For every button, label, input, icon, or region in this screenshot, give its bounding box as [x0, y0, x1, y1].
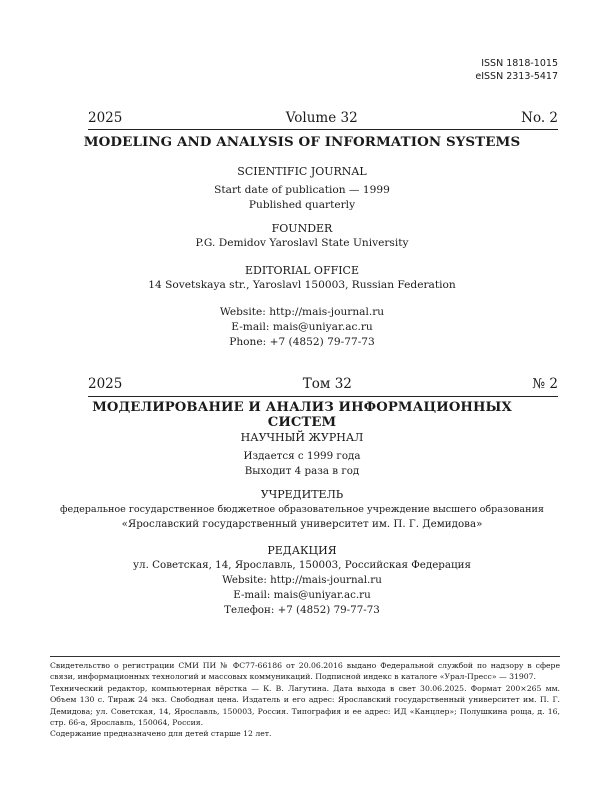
en-journal-info	[40, 164, 564, 213]
footnote-registration: Свидетельство о регистрации СМИ ПИ № ФС77-66186 от 20.06.2016 выдано Федеральной службой по надзору в сфере связи, информационных технологий и массовых коммуникаций. Подписной индекс в каталоге «Урал-Пресс» — 31907.	[50, 661, 560, 682]
issn-block	[475, 57, 558, 83]
en-divider	[88, 129, 558, 130]
en-journal-type: SCIENTIFIC JOURNAL	[237, 165, 367, 178]
ru-founder-line1: федеральное государственное бюджетное образовательное учреждение высшего образования	[60, 504, 544, 515]
issn-print: ISSN 1818-1015	[481, 58, 558, 69]
ru-number: № 2	[532, 376, 558, 392]
footnote-production: Технический редактор, компьютерная вёрстка — К. В. Лагутина. Дата выхода в свет 30.06.2025. Формат 200×265 мм. Объем 130 с. Тираж 24 экз. Свободная цена. Издатель и его адрес: Ярославский государственный университет им. П. Г. Демидова; ул. Советская, 14, Ярославль, 150003, Россия. Типография и ее адрес: ИД «Канцлер»; Полушкина роща, д. 16, стр. 66-а, Ярославль, 150064, Россия.	[50, 683, 560, 728]
ru-office-heading: РЕДАКЦИЯ	[267, 544, 337, 557]
footnote-divider	[50, 656, 560, 657]
en-founder: P.G. Demidov Yaroslavl State University	[195, 237, 409, 249]
ru-divider	[88, 396, 558, 397]
en-office-address: 14 Sovetskaya str., Yaroslavl 150003, Russian Federation	[148, 279, 456, 291]
ru-volume: Том 32	[302, 376, 352, 392]
ru-journal-type: НАУЧНЫЙ ЖУРНАЛ	[240, 431, 364, 444]
en-office-heading: EDITORIAL OFFICE	[245, 264, 359, 277]
ru-founder-line2: «Ярославский государственный университет им. П. Г. Демидова»	[121, 518, 483, 530]
en-phone: Phone: +7 (4852) 79-77-73	[229, 336, 375, 348]
en-frequency: Published quarterly	[248, 199, 356, 211]
en-journal-title: MODELING AND ANALYSIS OF INFORMATION SYSTEMS	[83, 134, 521, 150]
footnote-age: Содержание предназначено для детей старше 12 лет.	[50, 729, 272, 739]
ru-office-address: ул. Советская, 14, Ярославль, 150003, Российская Федерация	[132, 559, 472, 571]
ru-journal-title: МОДЕЛИРОВАНИЕ И АНАЛИЗ ИНФОРМАЦИОННЫХ СИСТЕМ	[92, 400, 512, 430]
ru-founder-heading: УЧРЕДИТЕЛЬ	[260, 488, 344, 501]
en-number: No. 2	[521, 110, 558, 126]
ru-phone: Телефон: +7 (4852) 79-77-73	[224, 604, 380, 616]
ru-frequency: Выходит 4 раза в год	[244, 465, 360, 477]
issn-electronic: eISSN 2313-5417	[475, 71, 558, 82]
ru-editorial-office	[40, 543, 564, 618]
en-founder-heading: FOUNDER	[271, 222, 333, 235]
en-editorial-office	[40, 263, 564, 293]
ru-email: E-mail: mais@uniyar.ac.ru	[233, 589, 371, 601]
en-start-date: Start date of publication — 1999	[214, 184, 390, 196]
ru-website: Website: http://mais-journal.ru	[222, 574, 382, 586]
footnote	[50, 660, 560, 740]
en-email: E-mail: mais@uniyar.ac.ru	[231, 321, 373, 333]
en-founder-section	[40, 221, 564, 251]
en-volume: Volume 32	[285, 110, 358, 126]
en-issue-line	[88, 110, 558, 126]
ru-founder-section	[40, 487, 564, 532]
en-website: Website: http://mais-journal.ru	[219, 306, 385, 318]
ru-journal-info	[40, 430, 564, 479]
en-year: 2025	[88, 110, 123, 126]
ru-issue-line	[88, 376, 558, 392]
ru-year: 2025	[88, 376, 123, 392]
en-contacts	[40, 305, 564, 350]
ru-start-date: Издается с 1999 года	[243, 450, 361, 462]
